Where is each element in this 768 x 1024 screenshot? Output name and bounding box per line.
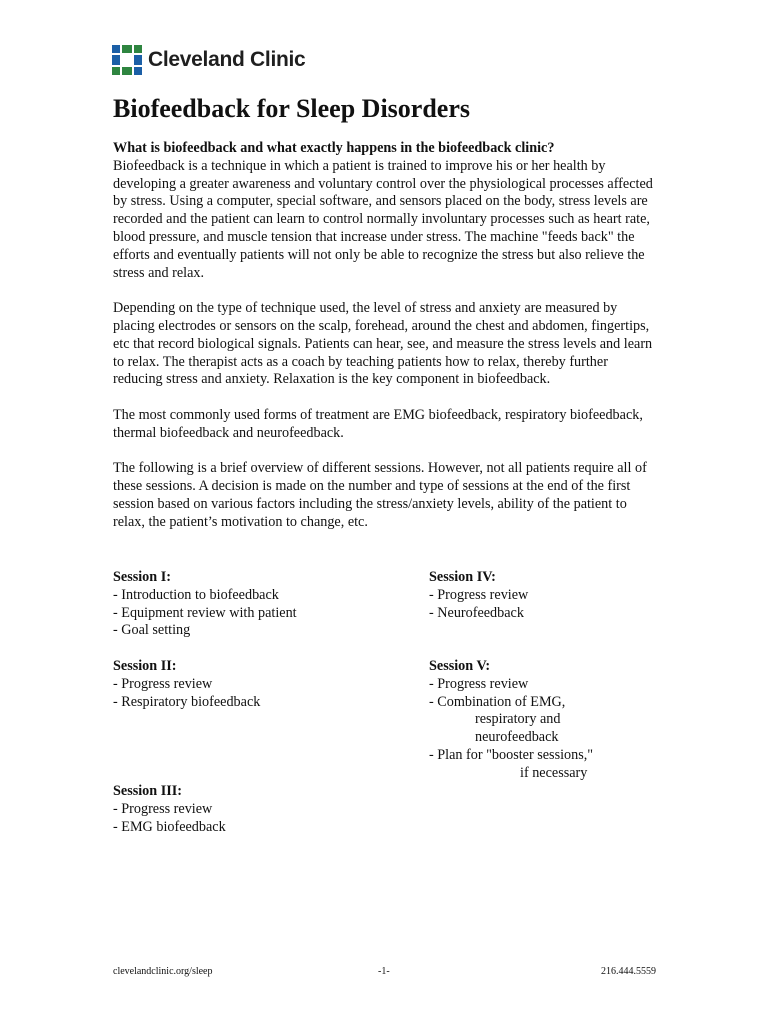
paragraph-definition: Biofeedback is a technique in which a patient is trained to improve his or her health by developing a greater awareness and voluntary control over the physiological processes affected by stress. Using a computer, special software, and sensors placed on the body, stress levels are recorded and the patient can learn to control normally involuntary processes such as heart rate, blood pressure, and muscle tension that increase under stress. The machine "feeds back" the efforts and eventually patients will not only be able to recognize the stress but also relieve the stress and relax. [113, 157, 653, 281]
session-item: - Progress review [113, 800, 213, 817]
paragraph-technique: Depending on the type of technique used, the level of stress and anxiety are measured by placing electrodes or sensors on the scalp, forehead, around the chest and abdomen, fingertips, etc that record biological signals. Patients can hear, see, and measure the stress levels and learn to relax. The therapist acts as a coach by teaching patients how to relax, thereby further reducing stress and anxiety. Relaxation is the key component in biofeedback. [113, 300, 653, 388]
session-item: - Introduction to biofeedback [113, 586, 279, 603]
session-title: Session II: [113, 658, 177, 674]
session-item: - Neurofeedback [429, 604, 524, 621]
session-item: - Combination of EMG, [429, 693, 566, 710]
session-4 [429, 569, 528, 622]
session-item: - EMG biofeedback [113, 818, 226, 835]
session-item: - Progress review [429, 586, 529, 603]
footer-page-number: -1- [378, 966, 390, 977]
session-title: Session IV: [429, 569, 496, 585]
session-item: - Respiratory biofeedback [113, 693, 261, 710]
session-item: - Goal setting [113, 622, 191, 639]
session-item-continued: if necessary [520, 764, 588, 781]
session-1 [113, 569, 297, 640]
cleveland-clinic-logo [112, 44, 305, 76]
session-item-continued: neurofeedback [475, 729, 559, 746]
session-item-continued: respiratory and [475, 711, 561, 728]
paragraph-sessions-overview: The following is a brief overview of different sessions. However, not all patients require all of these sessions. A decision is made on the number and type of sessions at the end of the first session based on various factors including the stress/anxiety levels, ability of the patient to relax, the patient’s motivation to change, etc. [113, 460, 647, 530]
session-item: - Progress review [429, 675, 529, 692]
paragraph-treatment-forms: The most commonly used forms of treatment are EMG biofeedback, respiratory biofeedback, thermal biofeedback and neurofeedback. [113, 406, 643, 441]
footer-website: clevelandclinic.org/sleep [113, 966, 213, 977]
page-footer [113, 965, 656, 979]
session-title: Session V: [429, 658, 491, 674]
question-heading: What is biofeedback and what exactly happens in the biofeedback clinic? [113, 140, 555, 156]
document-title: Biofeedback for Sleep Disorders [113, 94, 470, 123]
session-item: - Equipment review with patient [113, 604, 297, 621]
session-item: - Progress review [113, 675, 213, 692]
session-title: Session I: [113, 569, 171, 585]
session-5 [429, 658, 593, 783]
session-item: - Plan for "booster sessions," [429, 746, 594, 763]
brand-name: Cleveland Clinic [148, 48, 306, 71]
session-title: Session III: [113, 783, 182, 799]
session-3 [113, 783, 226, 836]
cleveland-clinic-cross-icon [112, 45, 142, 75]
session-2 [113, 658, 260, 711]
footer-phone: 216.444.5559 [601, 966, 656, 977]
document-body [113, 140, 653, 549]
